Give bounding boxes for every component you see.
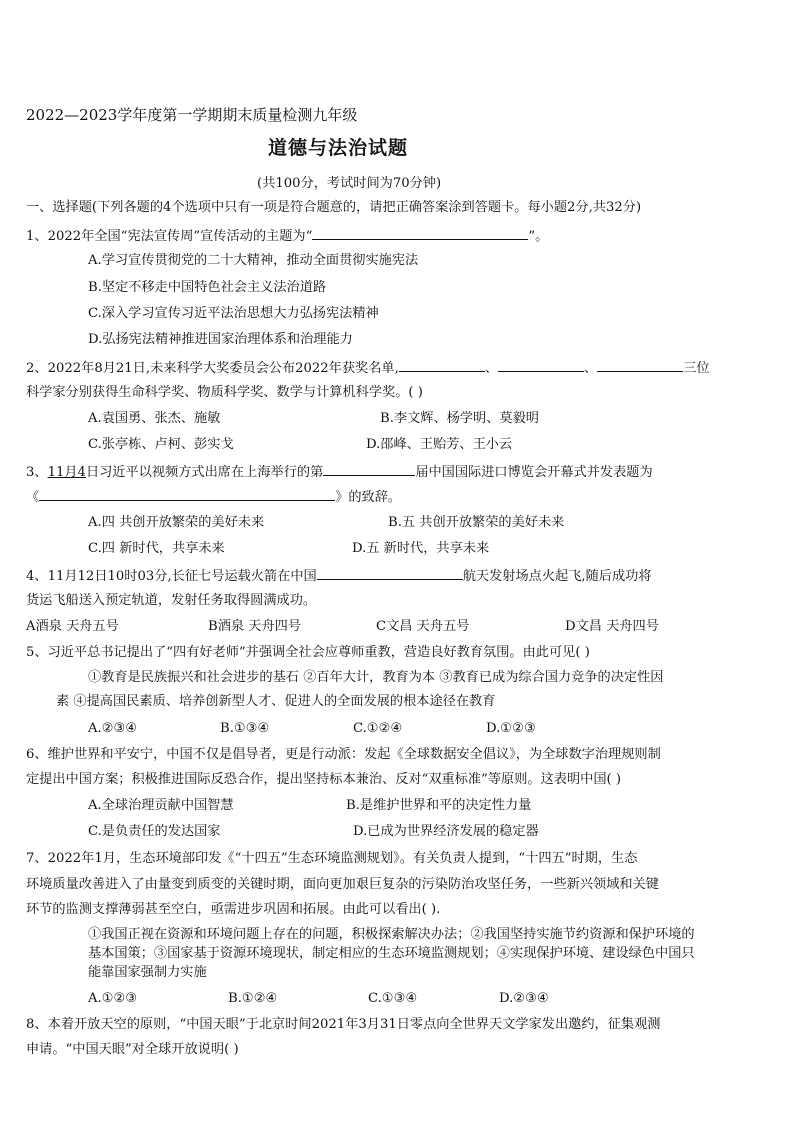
q2-stem-line2: 科学家分别获得生命科学奖、物质科学奖、数学与计算机科学奖。( )	[26, 385, 423, 400]
q7-option-c: C.①③④	[368, 991, 418, 1006]
q6-stem-line2: 定提出中国方案；积极推进国际反恐合作，提出坚持标本兼治、反对“双重标准”等原则。这表明中国( )	[26, 772, 622, 787]
q4-option-b: B酒泉 天舟四号	[208, 619, 302, 634]
q5-option-a: A.②③④	[88, 721, 138, 736]
q1-option-d: D.弘扬宪法精神推进国家治理体系和治理能力	[88, 332, 353, 347]
q3-option-d: D.五 新时代，共享未来	[352, 541, 490, 556]
q7-statements-line2: 基本国策；③国家基于资源环境现状，制定相应的生态环境监测规划；④实现保护环境、建设绿色中国只	[88, 946, 695, 961]
q3-blank-2	[39, 487, 335, 501]
exam-title: 2022—2023学年度第一学期期末质量检测九年级	[26, 106, 358, 124]
exam-note: (共100分，考试时间为70分钟)	[257, 176, 442, 191]
q3-stem-end: 届中国国际进口博览会开幕式并发表题为	[415, 465, 653, 480]
q5-option-d: D.①②③	[486, 721, 536, 736]
q3-line2-open: 《	[26, 490, 40, 505]
q6-option-c: C.是负责任的发达国家	[88, 824, 221, 839]
q2-stem-start: 2、2022年8月21日,未来科学大奖委员会公布2022年获奖名单,	[26, 361, 399, 376]
q4-stem	[26, 566, 652, 586]
q7-option-a: A.①②③	[88, 991, 138, 1006]
q1-stem	[26, 226, 548, 246]
q2-option-d: D.邵峰、王贻芳、王小云	[366, 437, 513, 452]
q7-stem: 7、2022年1月，生态环境部印发《“十四五”生态环境监测规划》。有关负责人提到，“十四五”时期，生态	[26, 851, 638, 866]
q2-blank-1	[399, 358, 485, 372]
q7-statements-line3: 能靠国家强制力实施	[88, 965, 207, 980]
q5-statements-line1: ①教育是民族振兴和社会进步的基石 ②百年大计，教育为本 ③教育已成为综合国力竞争的决定性因	[88, 670, 664, 685]
q6-option-d: D.已成为世界经济发展的稳定器	[353, 824, 539, 839]
q7-option-b: B.①②④	[228, 991, 278, 1006]
q6-option-b: B.是维护世界和平的决定性力量	[346, 798, 532, 813]
section-heading: 一、选择题(下列各题的4个选项中只有一项是符合题意的，请把正确答案涂到答题卡。每小题2分,共32分)	[26, 200, 642, 215]
q4-option-d: D文昌 天舟四号	[565, 619, 659, 634]
q1-option-a: A.学习宣传贯彻党的二十大精神，推动全面贯彻实施宪法	[88, 253, 419, 268]
q4-option-a: A酒泉 天舟五号	[26, 619, 119, 634]
q7-stem-line3: 环节的监测支撑薄弱甚至空白，亟需进步巩固和拓展。由此可以看出( ).	[26, 902, 441, 917]
q3-stem-start: 3、	[26, 465, 48, 480]
q1-stem-start: 1、2022年全国“宪法宣传周”宣传活动的主题为“	[26, 229, 313, 244]
q3-date: 11月4	[47, 465, 86, 480]
q3-blank-1	[323, 462, 415, 476]
q1-blank	[312, 226, 528, 240]
q2-stem	[26, 358, 710, 378]
q4-blank	[317, 566, 463, 580]
q4-option-c: C文昌 天舟五号	[376, 619, 470, 634]
q8-stem: 8、本着开放天空的原则，“中国天眼”于北京时间2021年3月31日零点向全世界天文学家发出邀约，征集观测	[26, 1017, 661, 1032]
q2-sep-1: 、	[484, 361, 499, 376]
q1-option-b: B.坚定不移走中国特色社会主义法治道路	[88, 280, 327, 295]
q5-option-b: B.①③④	[220, 721, 270, 736]
q3-stem	[26, 462, 653, 482]
q3-stem-mid: 日习近平以视频方式出席在上海举行的第	[85, 465, 324, 480]
q4-stem-end: 航天发射场点火起飞,随后成功将	[462, 569, 652, 584]
q4-stem-start: 4、11月12日10时03分,长征七号运载火箭在中国	[26, 569, 317, 584]
q6-option-a: A.全球治理贡献中国智慧	[88, 798, 234, 813]
q3-stem-line2	[26, 487, 401, 507]
q2-option-a: A.袁国勇、张杰、施敏	[88, 411, 221, 426]
q2-option-b: B.李文辉、杨学明、莫毅明	[380, 411, 539, 426]
q3-option-a: A.四 共创开放繁荣的美好未来	[88, 515, 265, 530]
q7-stem-line2: 环境质量改善进入了由量变到质变的关键时期，面向更加艰巨复杂的污染防治攻坚任务，一些新兴领域和关键	[26, 877, 659, 892]
q1-stem-end: ”。	[528, 229, 549, 244]
q5-option-c: C.①②④	[353, 721, 403, 736]
q5-statements-line2: 素 ④提高国民素质、培养创新型人才、促进人的全面发展的根本途径在教育	[56, 694, 496, 709]
q2-sep-2: 、	[584, 361, 598, 376]
q3-option-c: C.四 新时代，共享未来	[88, 541, 225, 556]
q2-option-c: C.张亭栋、卢柯、彭实戈	[88, 437, 234, 452]
q3-option-b: B.五 共创开放繁荣的美好未来	[388, 515, 565, 530]
q4-stem-line2: 货运飞船送入预定轨道，发射任务取得圆满成功。	[26, 593, 317, 608]
q8-stem-line2: 申请。“中国天眼”对全球开放说明( )	[26, 1042, 239, 1057]
q5-stem: 5、习近平总书记提出了“四有好老师”并强调全社会应尊师重教，营造良好教育氛围。由此可见( )	[26, 645, 590, 660]
q2-stem-end: 三位	[683, 361, 710, 376]
q2-blank-3	[597, 358, 683, 372]
q7-statements-line1: ①我国正视在资源和环境问题上存在的问题，积极探索解决办法；②我国坚持实施节约资源和保护环境的	[88, 927, 695, 942]
q2-blank-2	[498, 358, 584, 372]
subject-title: 道德与法治试题	[268, 137, 409, 159]
q6-stem: 6、维护世界和平安宁，中国不仅是倡导者，更是行动派：发起《全球数据安全倡议》，为全球数字治理规则制	[26, 747, 661, 762]
q3-line2-close: 》的致辞。	[335, 490, 402, 505]
q7-option-d: D.②③④	[499, 991, 549, 1006]
q1-option-c: C.深入学习宣传习近平法治思想大力弘扬宪法精神	[88, 306, 379, 321]
